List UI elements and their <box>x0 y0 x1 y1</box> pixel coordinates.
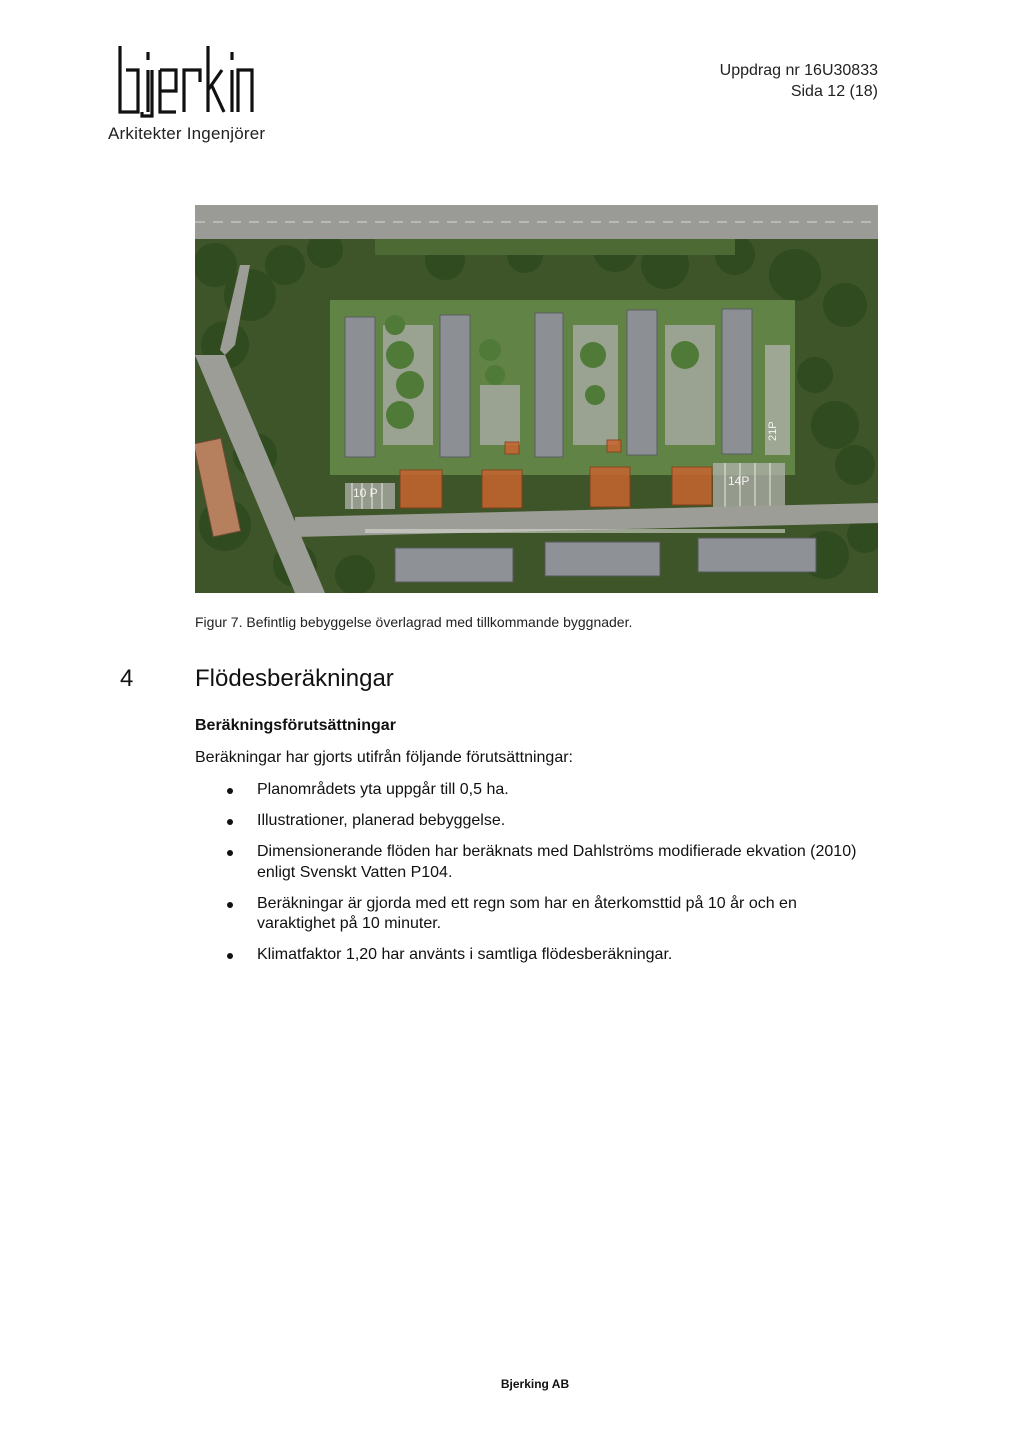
bjerking-logo-icon <box>108 42 256 120</box>
assumptions-list <box>195 780 865 976</box>
page-footer: Bjerking AB <box>500 1377 570 1391</box>
list-item-text: Illustrationer, planerad bebyggelse. <box>257 812 506 829</box>
parking-label: 21P <box>767 421 779 441</box>
bullet-icon <box>227 788 233 794</box>
parking-label: 14P <box>728 474 750 488</box>
list-item-text: Beräkningar är gjorda med ett regn som har en återkomsttid på 10 år och en varaktighet på 10 minuter. <box>257 894 797 932</box>
figure-caption: Figur 7. Befintlig bebyggelse överlagrad med tillkommande byggnader. <box>195 614 633 630</box>
parking-label: 10 P <box>353 486 378 500</box>
bullet-icon <box>227 953 233 959</box>
intro-paragraph: Beräkningar har gjorts utifrån följande förutsättningar: <box>195 749 573 766</box>
list-item-text: Planområdets yta uppgår till 0,5 ha. <box>257 781 509 798</box>
company-logo <box>108 42 268 120</box>
list-item <box>195 842 865 883</box>
subheading: Beräkningsförutsättningar <box>195 717 396 734</box>
bullet-icon <box>227 902 233 908</box>
list-item <box>195 780 865 801</box>
list-item-text: Klimatfaktor 1,20 har använts i samtliga flödesberäkningar. <box>257 946 673 963</box>
aerial-site-plan-image <box>195 205 878 593</box>
section-title: Flödesberäkningar <box>195 665 394 692</box>
section-number: 4 <box>120 665 134 692</box>
company-subtitle: Arkitekter Ingenjörer <box>108 124 266 143</box>
page-number: Sida 12 (18) <box>790 83 878 100</box>
bullet-icon <box>227 819 233 825</box>
list-item <box>195 945 865 966</box>
document-reference <box>720 60 878 102</box>
list-item <box>195 894 865 935</box>
aerial-map-graphic <box>195 205 878 593</box>
list-item <box>195 811 865 832</box>
assignment-number: Uppdrag nr 16U30833 <box>719 62 878 79</box>
bullet-icon <box>227 850 233 856</box>
list-item-text: Dimensionerande flöden har beräknats med Dahlströms modifierade ekvation (2010) enligt Svenskt Vatten P104. <box>257 843 857 881</box>
